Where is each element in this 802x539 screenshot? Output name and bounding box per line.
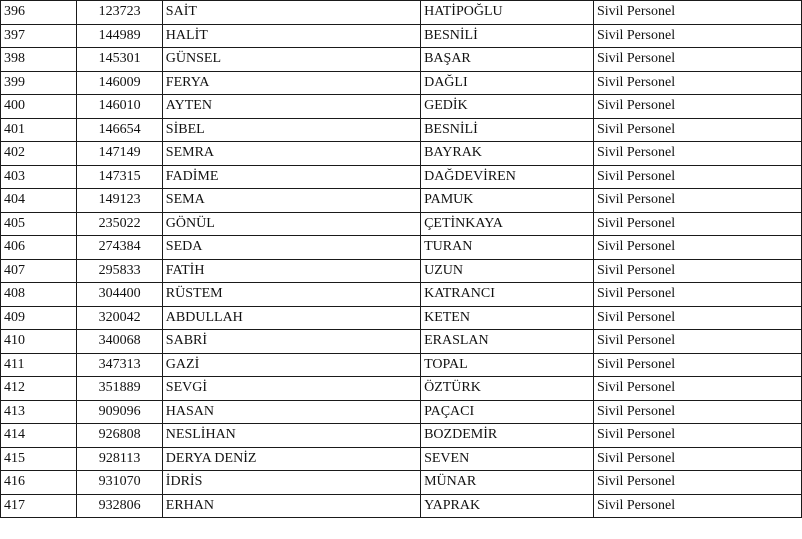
personnel-type-cell: Sivil Personel — [593, 447, 801, 471]
registry-number-cell: 932806 — [77, 494, 162, 518]
surname-cell: BOZDEMİR — [421, 424, 594, 448]
registry-number-cell: 351889 — [77, 377, 162, 401]
surname-cell: HATİPOĞLU — [421, 1, 594, 25]
row-number-cell: 397 — [1, 24, 77, 48]
table-row — [1, 236, 802, 260]
surname-cell: KETEN — [421, 306, 594, 330]
surname-cell: UZUN — [421, 259, 594, 283]
table-row — [1, 71, 802, 95]
row-number-cell: 413 — [1, 400, 77, 424]
row-number-cell: 398 — [1, 48, 77, 72]
first-name-cell: SABRİ — [162, 330, 420, 354]
registry-number-cell: 928113 — [77, 447, 162, 471]
first-name-cell: RÜSTEM — [162, 283, 420, 307]
personnel-type-cell: Sivil Personel — [593, 48, 801, 72]
row-number-cell: 407 — [1, 259, 77, 283]
personnel-type-cell: Sivil Personel — [593, 95, 801, 119]
row-number-cell: 416 — [1, 471, 77, 495]
row-number-cell: 400 — [1, 95, 77, 119]
row-number-cell: 409 — [1, 306, 77, 330]
first-name-cell: HALİT — [162, 24, 420, 48]
table-row — [1, 24, 802, 48]
surname-cell: PAÇACI — [421, 400, 594, 424]
registry-number-cell: 274384 — [77, 236, 162, 260]
personnel-type-cell: Sivil Personel — [593, 71, 801, 95]
surname-cell: ÖZTÜRK — [421, 377, 594, 401]
first-name-cell: FATİH — [162, 259, 420, 283]
first-name-cell: FADİME — [162, 165, 420, 189]
registry-number-cell: 145301 — [77, 48, 162, 72]
table-row — [1, 1, 802, 25]
table-row — [1, 447, 802, 471]
personnel-type-cell: Sivil Personel — [593, 330, 801, 354]
first-name-cell: SEDA — [162, 236, 420, 260]
personnel-type-cell: Sivil Personel — [593, 306, 801, 330]
surname-cell: BAŞAR — [421, 48, 594, 72]
personnel-type-cell: Sivil Personel — [593, 236, 801, 260]
row-number-cell: 406 — [1, 236, 77, 260]
surname-cell: DAĞDEVİREN — [421, 165, 594, 189]
personnel-type-cell: Sivil Personel — [593, 471, 801, 495]
personnel-type-cell: Sivil Personel — [593, 259, 801, 283]
registry-number-cell: 235022 — [77, 212, 162, 236]
first-name-cell: GAZİ — [162, 353, 420, 377]
registry-number-cell: 926808 — [77, 424, 162, 448]
personnel-type-cell: Sivil Personel — [593, 377, 801, 401]
row-number-cell: 405 — [1, 212, 77, 236]
registry-number-cell: 320042 — [77, 306, 162, 330]
personnel-type-cell: Sivil Personel — [593, 353, 801, 377]
surname-cell: TURAN — [421, 236, 594, 260]
row-number-cell: 411 — [1, 353, 77, 377]
first-name-cell: SAİT — [162, 1, 420, 25]
row-number-cell: 408 — [1, 283, 77, 307]
registry-number-cell: 347313 — [77, 353, 162, 377]
surname-cell: PAMUK — [421, 189, 594, 213]
surname-cell: GEDİK — [421, 95, 594, 119]
table-row — [1, 212, 802, 236]
registry-number-cell: 909096 — [77, 400, 162, 424]
first-name-cell: İDRİS — [162, 471, 420, 495]
personnel-type-cell: Sivil Personel — [593, 24, 801, 48]
row-number-cell: 399 — [1, 71, 77, 95]
registry-number-cell: 295833 — [77, 259, 162, 283]
table-row — [1, 48, 802, 72]
row-number-cell: 401 — [1, 118, 77, 142]
surname-cell: BESNİLİ — [421, 24, 594, 48]
row-number-cell: 415 — [1, 447, 77, 471]
table-row — [1, 118, 802, 142]
table-row — [1, 330, 802, 354]
first-name-cell: GÜNSEL — [162, 48, 420, 72]
registry-number-cell: 147149 — [77, 142, 162, 166]
row-number-cell: 412 — [1, 377, 77, 401]
table-row — [1, 189, 802, 213]
table-body — [1, 1, 802, 518]
table-row — [1, 353, 802, 377]
first-name-cell: SEMRA — [162, 142, 420, 166]
table-row — [1, 95, 802, 119]
row-number-cell: 402 — [1, 142, 77, 166]
first-name-cell: ERHAN — [162, 494, 420, 518]
first-name-cell: AYTEN — [162, 95, 420, 119]
first-name-cell: SEVGİ — [162, 377, 420, 401]
row-number-cell: 410 — [1, 330, 77, 354]
table-row — [1, 306, 802, 330]
registry-number-cell: 146009 — [77, 71, 162, 95]
personnel-type-cell: Sivil Personel — [593, 1, 801, 25]
row-number-cell: 404 — [1, 189, 77, 213]
registry-number-cell: 123723 — [77, 1, 162, 25]
table-row — [1, 400, 802, 424]
personnel-type-cell: Sivil Personel — [593, 283, 801, 307]
registry-number-cell: 149123 — [77, 189, 162, 213]
first-name-cell: NESLİHAN — [162, 424, 420, 448]
personnel-type-cell: Sivil Personel — [593, 400, 801, 424]
row-number-cell: 396 — [1, 1, 77, 25]
registry-number-cell: 340068 — [77, 330, 162, 354]
surname-cell: ERASLAN — [421, 330, 594, 354]
first-name-cell: DERYA DENİZ — [162, 447, 420, 471]
first-name-cell: GÖNÜL — [162, 212, 420, 236]
personnel-type-cell: Sivil Personel — [593, 189, 801, 213]
table-row — [1, 142, 802, 166]
surname-cell: SEVEN — [421, 447, 594, 471]
personnel-type-cell: Sivil Personel — [593, 165, 801, 189]
table-row — [1, 377, 802, 401]
table-row — [1, 165, 802, 189]
registry-number-cell: 304400 — [77, 283, 162, 307]
table-row — [1, 494, 802, 518]
row-number-cell: 414 — [1, 424, 77, 448]
surname-cell: BAYRAK — [421, 142, 594, 166]
registry-number-cell: 144989 — [77, 24, 162, 48]
personnel-type-cell: Sivil Personel — [593, 212, 801, 236]
table-row — [1, 471, 802, 495]
first-name-cell: SİBEL — [162, 118, 420, 142]
first-name-cell: HASAN — [162, 400, 420, 424]
personnel-type-cell: Sivil Personel — [593, 424, 801, 448]
registry-number-cell: 931070 — [77, 471, 162, 495]
table-row — [1, 424, 802, 448]
registry-number-cell: 146654 — [77, 118, 162, 142]
surname-cell: DAĞLI — [421, 71, 594, 95]
surname-cell: KATRANCI — [421, 283, 594, 307]
table-row — [1, 283, 802, 307]
row-number-cell: 417 — [1, 494, 77, 518]
first-name-cell: SEMA — [162, 189, 420, 213]
surname-cell: YAPRAK — [421, 494, 594, 518]
first-name-cell: ABDULLAH — [162, 306, 420, 330]
surname-cell: BESNİLİ — [421, 118, 594, 142]
row-number-cell: 403 — [1, 165, 77, 189]
first-name-cell: FERYA — [162, 71, 420, 95]
personnel-type-cell: Sivil Personel — [593, 494, 801, 518]
surname-cell: MÜNAR — [421, 471, 594, 495]
registry-number-cell: 147315 — [77, 165, 162, 189]
surname-cell: ÇETİNKAYA — [421, 212, 594, 236]
surname-cell: TOPAL — [421, 353, 594, 377]
personnel-type-cell: Sivil Personel — [593, 118, 801, 142]
personnel-type-cell: Sivil Personel — [593, 142, 801, 166]
table-row — [1, 259, 802, 283]
registry-number-cell: 146010 — [77, 95, 162, 119]
